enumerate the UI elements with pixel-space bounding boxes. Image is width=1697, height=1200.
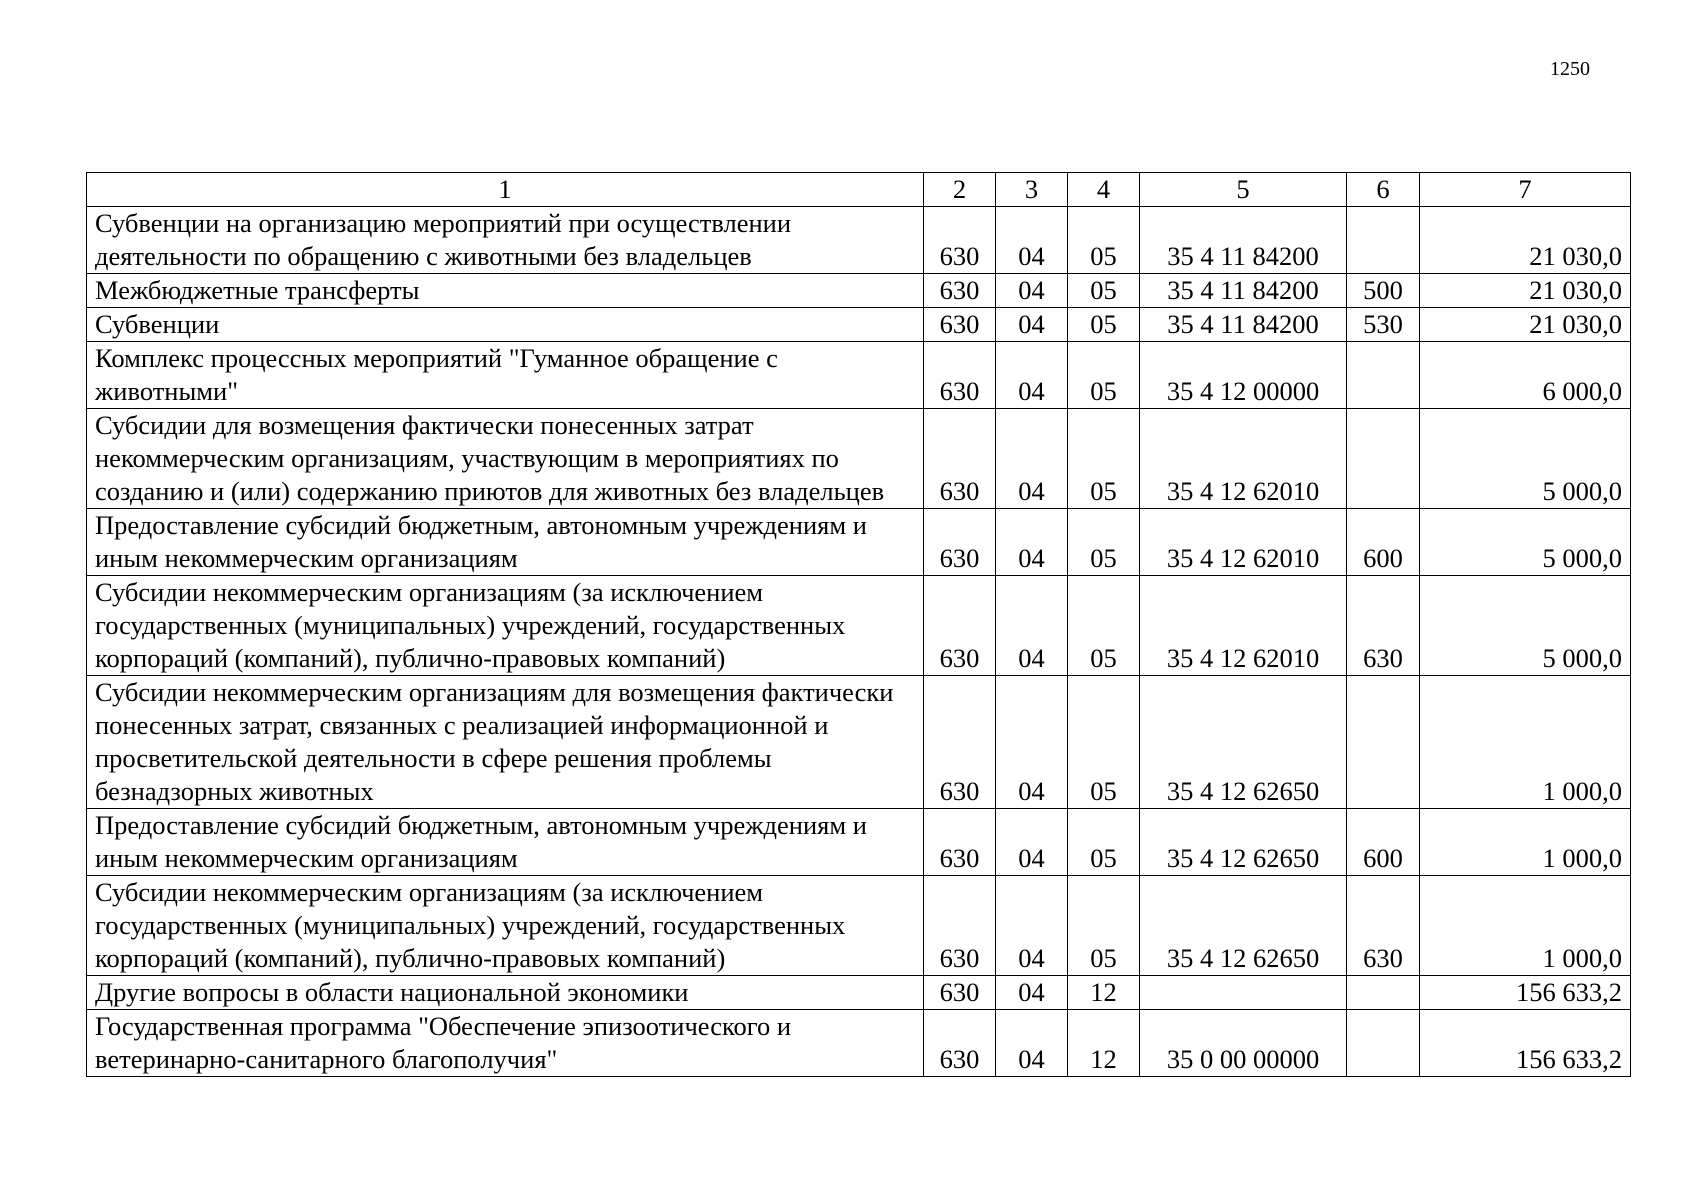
- ministry-code-cell: 630: [924, 876, 996, 976]
- amount-cell: 21 030,0: [1420, 207, 1631, 274]
- row-name-cell: Субсидии некоммерческим организациям (за исключением государственных (муниципальных) учреждений, государственных корпораций (компаний), публично-правовых компаний): [87, 576, 924, 676]
- ministry-code-cell: 630: [924, 308, 996, 342]
- target-article-cell: 35 4 12 00000: [1140, 342, 1347, 409]
- expense-type-cell: 600: [1347, 809, 1420, 876]
- target-article-cell: 35 4 12 62010: [1140, 576, 1347, 676]
- target-article-cell: 35 4 12 62650: [1140, 676, 1347, 809]
- expense-type-cell: [1347, 976, 1420, 1010]
- amount-cell: 5 000,0: [1420, 576, 1631, 676]
- row-name-cell: Субвенции на организацию мероприятий при осуществлении деятельности по обращению с животными без владельцев: [87, 207, 924, 274]
- subsection-code-cell: 05: [1068, 876, 1140, 976]
- target-article-cell: 35 4 12 62010: [1140, 409, 1347, 509]
- expense-type-cell: 600: [1347, 509, 1420, 576]
- amount-cell: 6 000,0: [1420, 342, 1631, 409]
- expense-type-cell: [1347, 1010, 1420, 1077]
- column-header: 4: [1068, 173, 1140, 207]
- row-name-cell: Субсидии для возмещения фактически понесенных затрат некоммерческим организациям, участвующим в мероприятиях по созданию и (или) содержанию приютов для животных без владельцев: [87, 409, 924, 509]
- subsection-code-cell: 05: [1068, 342, 1140, 409]
- expense-type-cell: [1347, 409, 1420, 509]
- table-row: [87, 809, 1631, 876]
- row-name-cell: Комплекс процессных мероприятий "Гуманное обращение с животными": [87, 342, 924, 409]
- target-article-cell: [1140, 976, 1347, 1010]
- row-name-cell: Предоставление субсидий бюджетным, автономным учреждениям и иным некоммерческим организациям: [87, 809, 924, 876]
- column-header: 7: [1420, 173, 1631, 207]
- target-article-cell: 35 4 11 84200: [1140, 308, 1347, 342]
- section-code-cell: 04: [996, 207, 1068, 274]
- amount-cell: 156 633,2: [1420, 1010, 1631, 1077]
- target-article-cell: 35 4 12 62010: [1140, 509, 1347, 576]
- target-article-cell: 35 4 12 62650: [1140, 809, 1347, 876]
- ministry-code-cell: 630: [924, 342, 996, 409]
- subsection-code-cell: 05: [1068, 576, 1140, 676]
- subsection-code-cell: 12: [1068, 976, 1140, 1010]
- expense-type-cell: [1347, 342, 1420, 409]
- section-code-cell: 04: [996, 509, 1068, 576]
- expense-type-cell: [1347, 676, 1420, 809]
- amount-cell: 5 000,0: [1420, 409, 1631, 509]
- section-code-cell: 04: [996, 976, 1068, 1010]
- subsection-code-cell: 05: [1068, 274, 1140, 308]
- section-code-cell: 04: [996, 342, 1068, 409]
- expense-type-cell: 500: [1347, 274, 1420, 308]
- column-header: 2: [924, 173, 996, 207]
- target-article-cell: 35 4 11 84200: [1140, 274, 1347, 308]
- section-code-cell: 04: [996, 576, 1068, 676]
- section-code-cell: 04: [996, 676, 1068, 809]
- table-body: [87, 207, 1631, 1077]
- subsection-code-cell: 05: [1068, 409, 1140, 509]
- subsection-code-cell: 12: [1068, 1010, 1140, 1077]
- target-article-cell: 35 4 12 62650: [1140, 876, 1347, 976]
- expense-type-cell: 630: [1347, 576, 1420, 676]
- table-row: [87, 274, 1631, 308]
- column-header: 3: [996, 173, 1068, 207]
- table-row: [87, 207, 1631, 274]
- row-name-cell: Государственная программа "Обеспечение эпизоотического и ветеринарно-санитарного благополучия": [87, 1010, 924, 1077]
- table-row: [87, 976, 1631, 1010]
- subsection-code-cell: 05: [1068, 509, 1140, 576]
- subsection-code-cell: 05: [1068, 676, 1140, 809]
- section-code-cell: 04: [996, 274, 1068, 308]
- ministry-code-cell: 630: [924, 809, 996, 876]
- ministry-code-cell: 630: [924, 274, 996, 308]
- row-name-cell: Другие вопросы в области национальной экономики: [87, 976, 924, 1010]
- ministry-code-cell: 630: [924, 676, 996, 809]
- amount-cell: 21 030,0: [1420, 274, 1631, 308]
- section-code-cell: 04: [996, 1010, 1068, 1077]
- subsection-code-cell: 05: [1068, 809, 1140, 876]
- ministry-code-cell: 630: [924, 976, 996, 1010]
- section-code-cell: 04: [996, 809, 1068, 876]
- table-row: [87, 1010, 1631, 1077]
- table-row: [87, 876, 1631, 976]
- ministry-code-cell: 630: [924, 409, 996, 509]
- column-header: 6: [1347, 173, 1420, 207]
- section-code-cell: 04: [996, 876, 1068, 976]
- row-name-cell: Субвенции: [87, 308, 924, 342]
- table-row: [87, 576, 1631, 676]
- row-name-cell: Субсидии некоммерческим организациям (за исключением государственных (муниципальных) учреждений, государственных корпораций (компаний), публично-правовых компаний): [87, 876, 924, 976]
- header-row: [87, 173, 1631, 207]
- column-header: 5: [1140, 173, 1347, 207]
- ministry-code-cell: 630: [924, 576, 996, 676]
- table-row: [87, 409, 1631, 509]
- amount-cell: 1 000,0: [1420, 809, 1631, 876]
- table-row: [87, 509, 1631, 576]
- table-row: [87, 342, 1631, 409]
- ministry-code-cell: 630: [924, 1010, 996, 1077]
- table-row: [87, 308, 1631, 342]
- target-article-cell: 35 4 11 84200: [1140, 207, 1347, 274]
- ministry-code-cell: 630: [924, 509, 996, 576]
- expense-type-cell: 630: [1347, 876, 1420, 976]
- amount-cell: 1 000,0: [1420, 676, 1631, 809]
- row-name-cell: Межбюджетные трансферты: [87, 274, 924, 308]
- budget-table: [86, 172, 1631, 1077]
- subsection-code-cell: 05: [1068, 207, 1140, 274]
- column-header: 1: [87, 173, 924, 207]
- table-row: [87, 676, 1631, 809]
- row-name-cell: Предоставление субсидий бюджетным, автономным учреждениям и иным некоммерческим организациям: [87, 509, 924, 576]
- target-article-cell: 35 0 00 00000: [1140, 1010, 1347, 1077]
- ministry-code-cell: 630: [924, 207, 996, 274]
- row-name-cell: Субсидии некоммерческим организациям для возмещения фактически понесенных затрат, связанных с реализацией информационной и просветительской деятельности в сфере решения проблемы безнадзорных животных: [87, 676, 924, 809]
- expense-type-cell: 530: [1347, 308, 1420, 342]
- expense-type-cell: [1347, 207, 1420, 274]
- amount-cell: 156 633,2: [1420, 976, 1631, 1010]
- section-code-cell: 04: [996, 409, 1068, 509]
- section-code-cell: 04: [996, 308, 1068, 342]
- amount-cell: 5 000,0: [1420, 509, 1631, 576]
- subsection-code-cell: 05: [1068, 308, 1140, 342]
- amount-cell: 1 000,0: [1420, 876, 1631, 976]
- page-number: 1250: [1550, 58, 1590, 80]
- amount-cell: 21 030,0: [1420, 308, 1631, 342]
